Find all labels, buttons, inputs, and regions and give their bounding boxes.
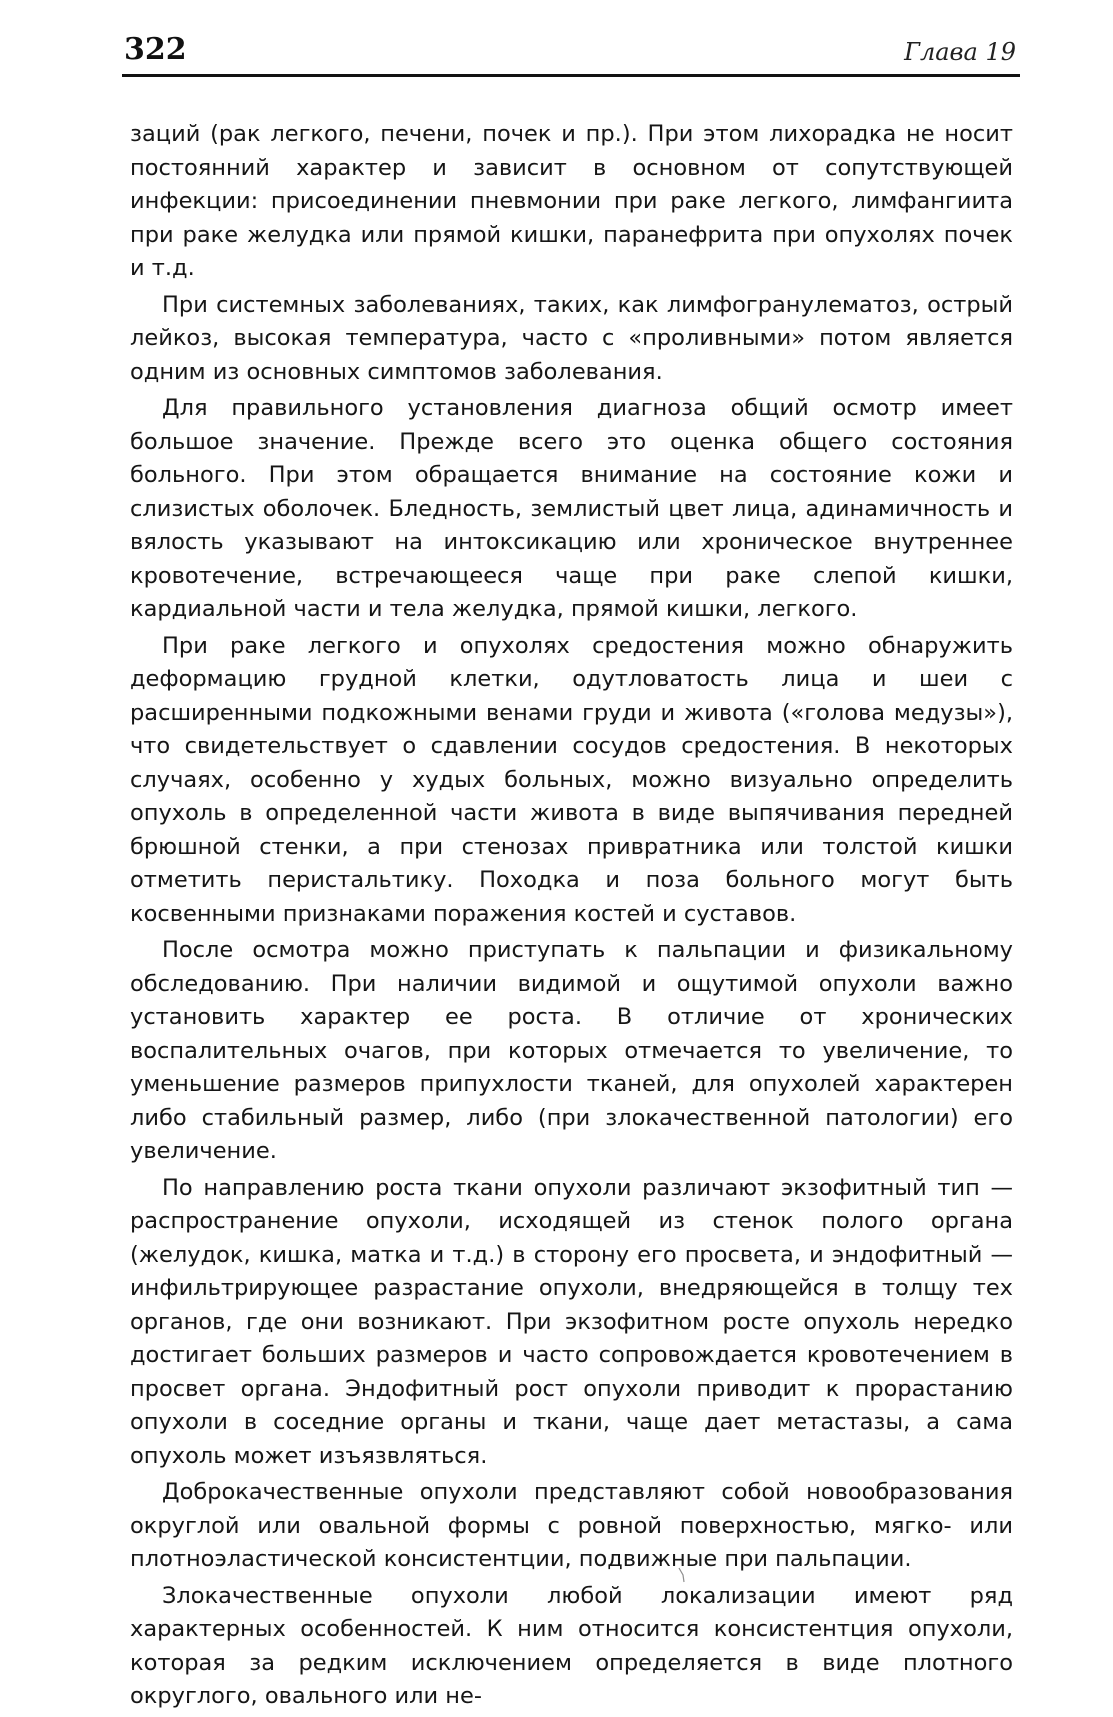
page-number: 322 — [124, 32, 187, 67]
scan-artifact-mark — [676, 1566, 690, 1584]
chapter-label: Глава 19 — [904, 38, 1016, 66]
paragraph: По направлению роста ткани опухоли различают экзофитный тип — распространение опухоли, исходящей из стенок полого органа (желудок, кишка, матка и т.д.) в сторону его просвета, и эндофитный — инфильтрирующее разрастание опухоли, внедряющейся в толщу тех органов, где они возникают. При экзофитном росте опухоль нередко достигает больших размеров и часто сопровождается кровотечением в просвет органа. Эндофитный рост опухоли приводит к прорастанию опухоли в соседние органы и ткани, чаще дает метастазы, а сама опухоль может изъязвляться. — [130, 1174, 1013, 1469]
header-rule — [122, 74, 1020, 77]
paragraph: заций (рак легкого, печени, почек и пр.). При этом лихорадка не носит постоянний характер и зависит в основном от сопутствующей инфекции: присоединении пневмонии при раке легкого, лимфангиита при раке желудка или прямой кишки, паранефрита при опухолях почек и т.д. — [130, 121, 1013, 281]
paragraph: Доброкачественные опухоли представляют собой новообразования округлой или овальной формы с ровной поверхностью, мягко- или плотноэластической консистентции, подвижные при пальпации. — [130, 1479, 1013, 1572]
paragraph: После осмотра можно приступать к пальпации и физикальному обследованию. При наличии видимой и ощутимой опухоли важно установить характер ее роста. В отличие от хронических воспалительных очагов, при которых отмечается то увеличение, то уменьшение размеров припухлости тканей, для опухолей характерен либо стабильный размер, либо (при злокачественной патологии) его увеличение. — [130, 937, 1013, 1164]
paragraph: Для правильного установления диагноза общий осмотр имеет большое значение. Прежде всего это оценка общего состояния больного. При этом обращается внимание на состояние кожи и слизистых оболочек. Бледность, землистый цвет лица, адинамичность и вялость указывают на интоксикацию или хроническое внутреннее кровотечение, встречающееся чаще при раке слепой кишки, кардиальной части и тела желудка, прямой кишки, легкого. — [130, 395, 1013, 622]
paragraph: Злокачественные опухоли любой локализации имеют ряд характерных особенностей. К ним относится консистентция опухоли, которая за редким исключением определяется в виде плотного округлого, овального или не- — [130, 1582, 1013, 1709]
paragraph: При раке легкого и опухолях средостения можно обнаружить деформацию грудной клетки, одутловатость лица и шеи с расширенными подкожными венами груди и живота («голова медузы»), что свидетельствует о сдавлении сосудов средостения. В некоторых случаях, особенно у худых больных, можно визуально определить опухоль в определенной части живота в виде выпячивания передней брюшной стенки, а при стенозах привратника или толстой кишки отметить перистальтику. Походка и поза больного могут быть косвенными признаками поражения костей и суставов. — [130, 632, 1013, 927]
body-text — [130, 118, 1013, 1717]
paragraph: При системных заболеваниях, таких, как лимфогранулематоз, острый лейкоз, высокая температура, часто с «проливными» потом является одним из основных симптомов заболевания. — [130, 291, 1013, 385]
running-header — [122, 28, 1020, 72]
